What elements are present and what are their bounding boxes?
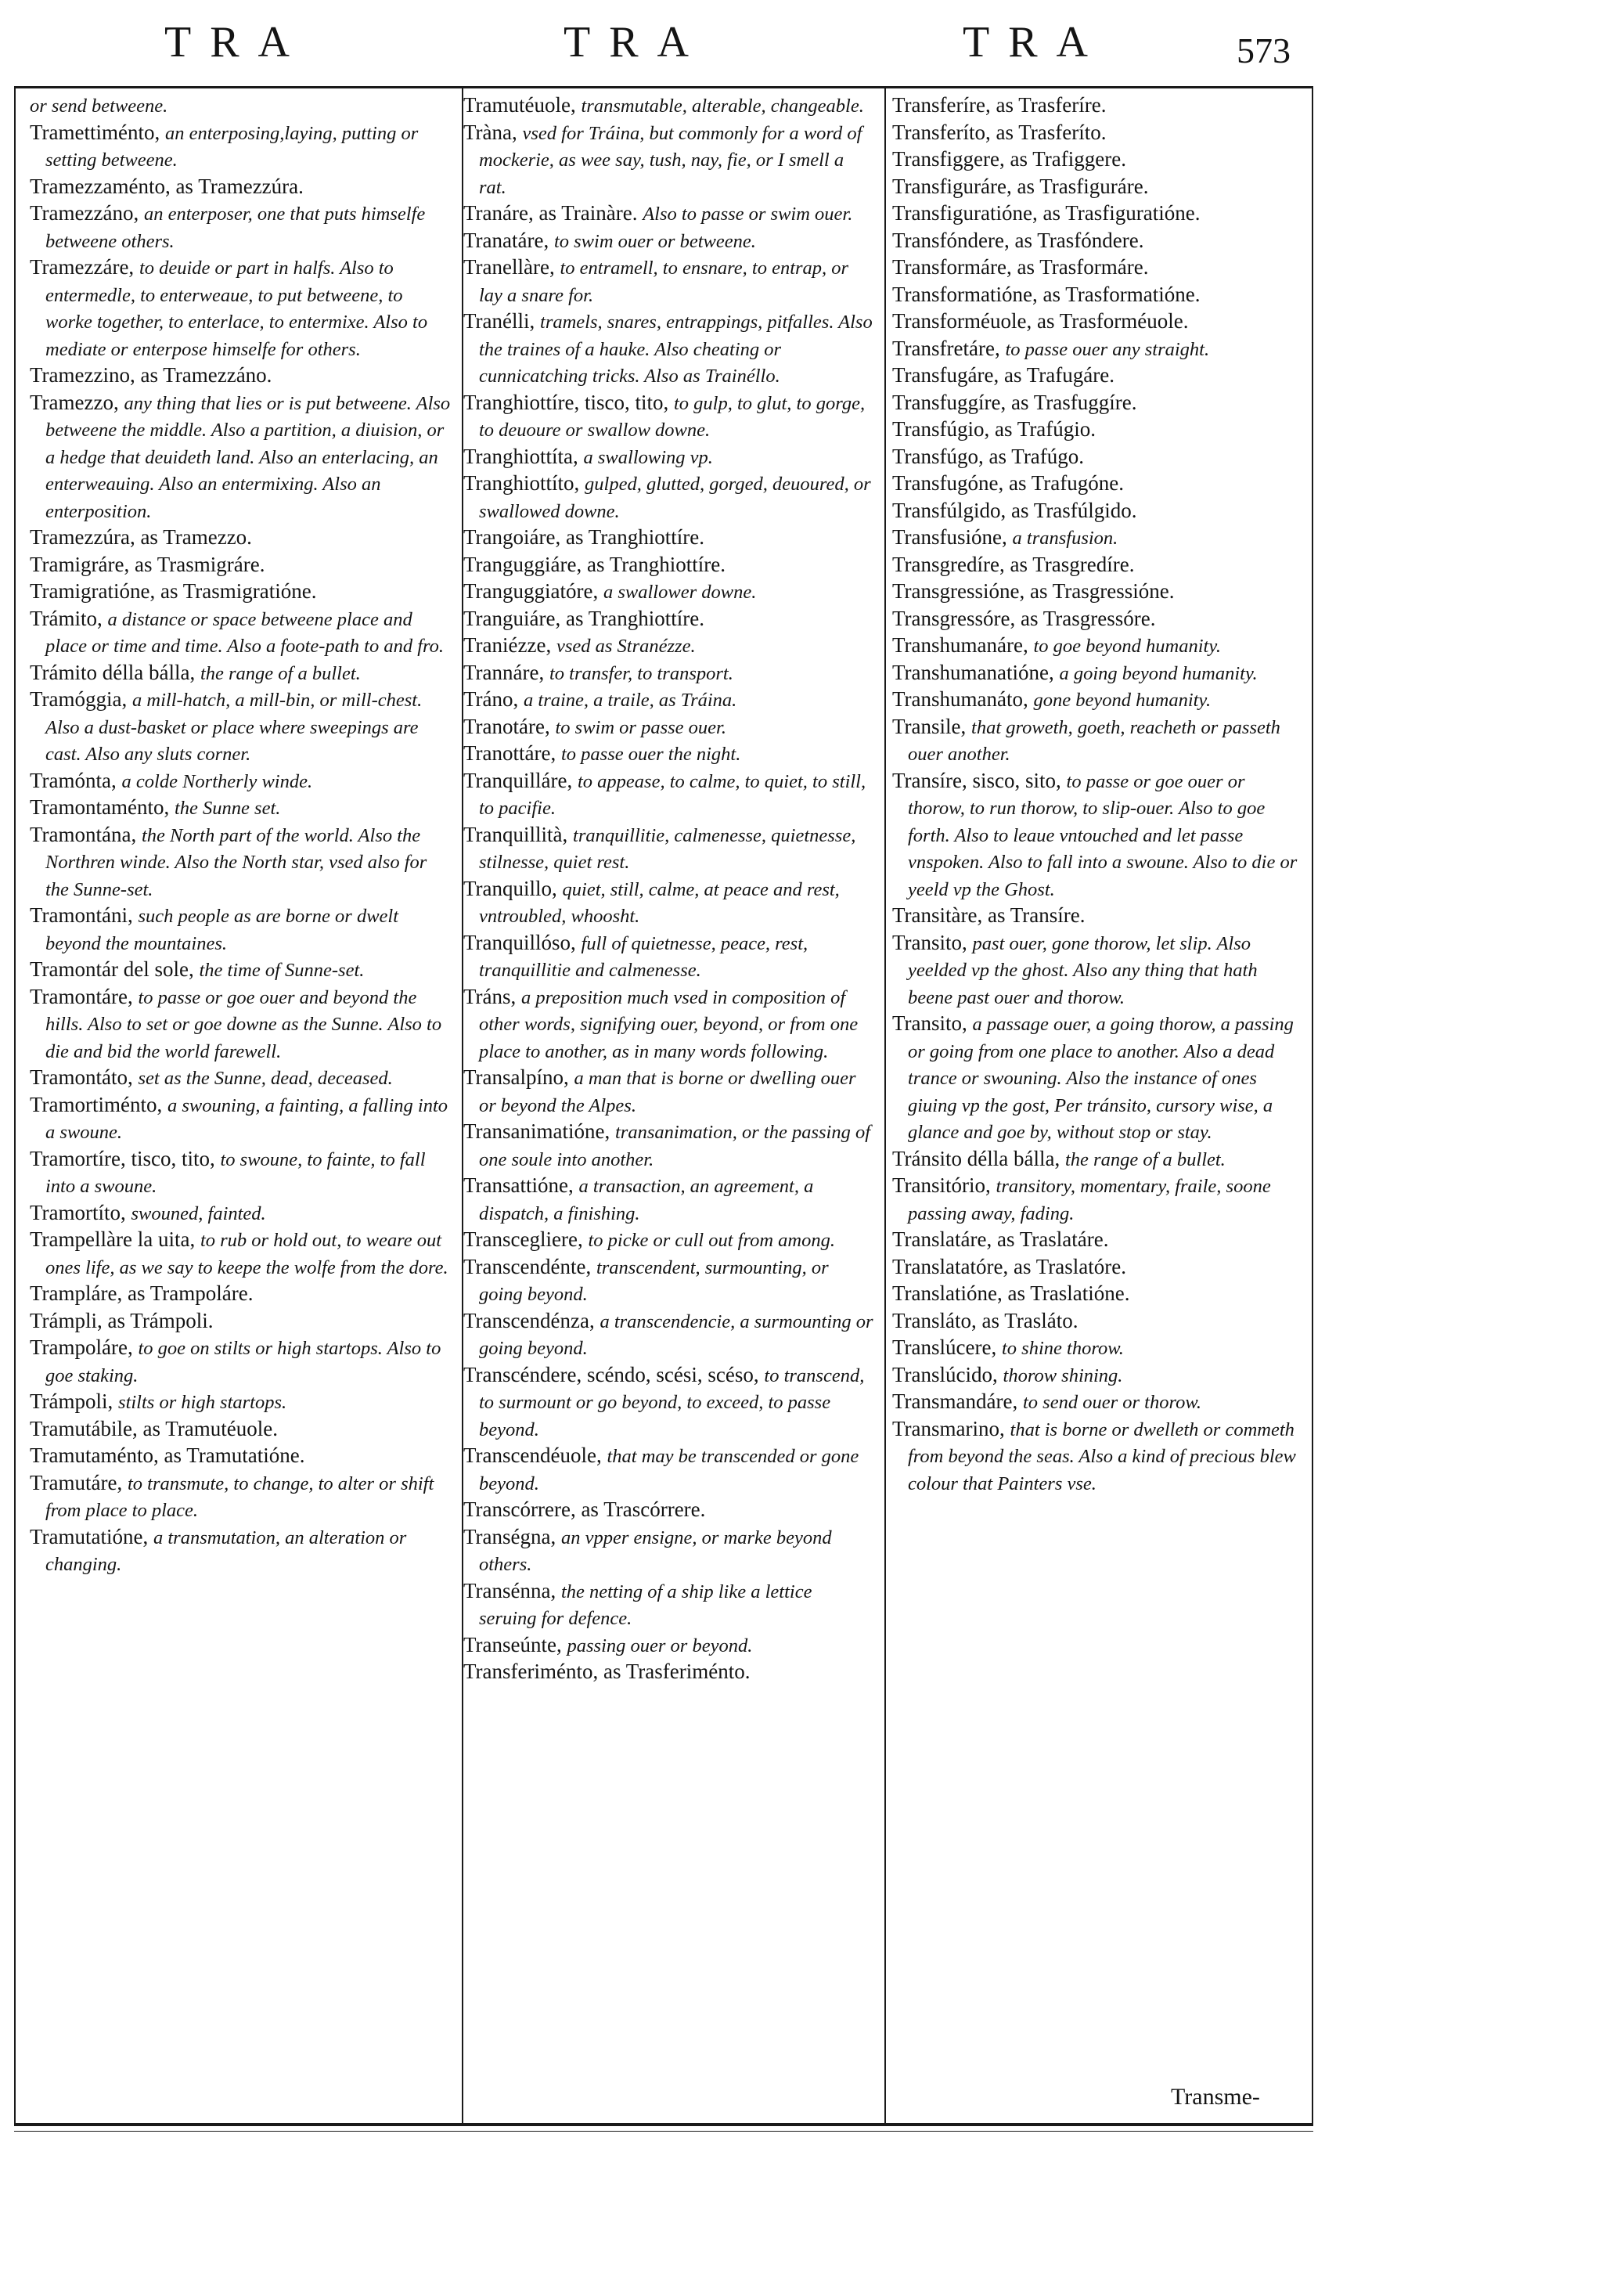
entry-headword: Transmandáre, [892, 1390, 1018, 1413]
entry-definition: to entramell, to ensnare, to entrap, or lay a snare for. [479, 258, 849, 306]
entry-headword: Tranottáre, [463, 741, 556, 765]
dictionary-entry [892, 1389, 1301, 1416]
entry-headword: Tràna, [463, 120, 517, 144]
dictionary-entry [463, 984, 873, 1065]
dictionary-entry [30, 1524, 451, 1578]
entry-definition: to passe ouer the night. [560, 744, 741, 765]
entry-headword: Tramontaménto, [30, 795, 170, 819]
entry-headword: Tramezzaménto, as Tramezzúra. [30, 174, 304, 198]
entry-headword: Transfusióne, [892, 525, 1007, 549]
dictionary-entry [30, 606, 451, 660]
dictionary-entry [30, 254, 451, 362]
entry-headword: Transgressióne, as Trasgressióne. [892, 579, 1175, 603]
entry-headword: Transferíto, as Trasferíto. [892, 120, 1107, 144]
dictionary-entry [30, 795, 451, 822]
dictionary-entry [30, 1200, 451, 1227]
entry-headword: Tramigratióne, as Trasmigratióne. [30, 579, 317, 603]
entry-headword: Tramónta, [30, 768, 117, 792]
entry-definition: a transaction, an agreement, a dispatch, a finishing. [479, 1176, 814, 1224]
column-2 [463, 92, 873, 1686]
entry-headword: Transformáre, as Trasformáre. [892, 255, 1149, 279]
entry-headword: Transito, [892, 1011, 967, 1035]
entry-definition: to goe beyond humanity. [1033, 636, 1221, 657]
dictionary-entry [463, 470, 873, 524]
entry-headword: Tramutéuole, [463, 93, 576, 117]
entry-definition: the range of a bullet. [1064, 1148, 1226, 1170]
entry-definition: to passe ouer any straight. [1005, 338, 1210, 360]
entry-headword: Transfúgio, as Trafúgio. [892, 417, 1096, 441]
dictionary-entry [892, 390, 1301, 417]
entry-definition: past ouer, gone thorow, let slip. Also yeelded vp the ghost. Also any thing that hath beene past ouer and thorow. [908, 932, 1258, 1008]
entry-headword: Tráno, [463, 687, 519, 711]
dictionary-entry [30, 1335, 451, 1389]
entry-headword: Transformatióne, as Trasformatióne. [892, 282, 1201, 306]
dictionary-entry [30, 1416, 451, 1444]
dictionary-entry [30, 524, 451, 552]
entry-headword: Trampellàre la uita, [30, 1227, 196, 1251]
entry-headword: Trámito délla bálla, [30, 660, 196, 684]
entry-definition: a traine, a traile, as Tráina. [524, 690, 737, 711]
dictionary-entry [463, 876, 873, 930]
entry-definition: swouned, fainted. [131, 1202, 266, 1224]
dictionary-entry [892, 633, 1301, 660]
entry-headword: Tranatáre, [463, 228, 549, 252]
entry-headword: Transfugóne, as Trafugóne. [892, 471, 1124, 495]
entry-headword: Tranquillóso, [463, 930, 576, 954]
entry-definition: to passe or goe ouer and beyond the hills. Also to set or goe downe as the Sunne. Also to die and bid the world farewell. [45, 986, 442, 1062]
dictionary-entry [463, 1497, 873, 1524]
dictionary-entry [892, 200, 1301, 228]
entry-headword: Transcendénte, [463, 1254, 592, 1278]
entry-definition: to appease, to calme, to quiet, to still, to pacifie. [479, 770, 866, 819]
entry-headword: Tramezzáre, [30, 255, 135, 279]
dictionary-entry [30, 1389, 451, 1416]
dictionary-entry [892, 660, 1301, 687]
entry-headword: Transfúgo, as Trafúgo. [892, 444, 1085, 468]
dictionary-entry [463, 1119, 873, 1173]
entry-headword: Tramortíre, tisco, tito, [30, 1146, 215, 1170]
entry-headword: Transforméuole, as Trasforméuole. [892, 309, 1189, 333]
entry-headword: Transanimatióne, [463, 1119, 610, 1143]
entry-headword: Transégna, [463, 1524, 556, 1548]
entry-headword: Tranellàre, [463, 255, 555, 279]
entry-headword: Tránsito délla bálla, [892, 1146, 1060, 1170]
entry-headword: Transcéndere, scéndo, scési, scéso, [463, 1362, 759, 1386]
entry-definition: the range of a bullet. [200, 662, 361, 684]
dictionary-entry [892, 1335, 1301, 1362]
entry-definition: to swim ouer or betweene. [553, 230, 756, 252]
dictionary-entry [463, 633, 873, 660]
entry-headword: Transattióne, [463, 1173, 574, 1197]
column-rule-right-edge [1312, 88, 1313, 2123]
entry-headword: Transfretáre, [892, 336, 1000, 360]
entry-headword: Transfugáre, as Trafugáre. [892, 363, 1114, 387]
entry-headword: Transcendénza, [463, 1308, 595, 1332]
entry-headword: Tranghiottíto, [463, 471, 580, 495]
dictionary-entry [463, 1578, 873, 1632]
dictionary-entry [30, 579, 451, 606]
entry-headword: Transeúnte, [463, 1632, 562, 1656]
dictionary-entry [30, 1092, 451, 1146]
entry-headword: Tramezzo, [30, 390, 119, 414]
running-head-center: TRA [564, 18, 708, 67]
entry-definition: a transcendencie, a surmounting or going beyond. [479, 1310, 873, 1359]
dictionary-entry [463, 822, 873, 876]
entry-headword: Transcendéuole, [463, 1444, 602, 1467]
entry-definition: to passe or goe ouer or thorow, to run thorow, to slip-ouer. Also to goe forth. Also to leaue vntouched and let passe vnspoken. Also to fall into a swoune. Also to die or yeeld vp the Ghost. [908, 770, 1298, 900]
dictionary-entry [892, 687, 1301, 714]
entry-headword: Tranquilláre, [463, 768, 573, 792]
entry-definition: tramels, snares, entrappings, pitfalles. Also the traines of a hauke. Also cheating or cunnicatching tricks. Also as Trainéllo. [479, 312, 873, 387]
dictionary-entry [463, 228, 873, 255]
entry-headword: Transfuggíre, as Trasfuggíre. [892, 390, 1137, 414]
dictionary-entry [463, 1173, 873, 1227]
entry-headword: Translúcere, [892, 1335, 997, 1359]
entry-headword: Transcórrere, as Trascórrere. [463, 1498, 706, 1521]
entry-definition: to deuide or part in halfs. Also to entermedle, to enterweaue, to put betweene, to worke together, to enterlace, to entermixe. Also to mediate or enterpose himselfe for others. [45, 258, 428, 360]
dictionary-entry [30, 120, 451, 174]
dictionary-entry [30, 822, 451, 903]
entry-definition: gone beyond humanity. [1033, 690, 1212, 711]
entry-definition: transmutable, alterable, changeable. [581, 96, 864, 117]
dictionary-entry [30, 660, 451, 687]
entry-headword: Transile, [892, 714, 967, 738]
dictionary-entry [463, 254, 873, 308]
entry-headword: Tranáre, as Trainàre. [463, 201, 638, 225]
entry-headword: Translatatóre, as Traslatóre. [892, 1254, 1126, 1278]
dictionary-entry [892, 416, 1301, 444]
entry-headword: Transito, [892, 930, 967, 954]
dictionary-entry [30, 200, 451, 254]
entry-headword: Transalpíno, [463, 1065, 569, 1089]
entry-headword: Tramontár del sole, [30, 957, 194, 981]
entry-definition: transitory, momentary, fraile, soone passing away, fading. [908, 1176, 1271, 1224]
entry-definition: transanimation, or the passing of one soule into another. [479, 1122, 870, 1170]
entry-definition: to swoune, to fainte, to fall into a swoune. [45, 1148, 426, 1197]
dictionary-entry [463, 1443, 873, 1497]
entry-headword: Tramutaménto, as Tramutatióne. [30, 1444, 305, 1467]
dictionary-entry [463, 92, 873, 120]
entry-headword: Tramontáre, [30, 984, 133, 1008]
entry-headword: Transfiggere, as Trafiggere. [892, 147, 1126, 171]
entry-headword: Transferiménto, as Trasferiménto. [463, 1660, 751, 1683]
entry-definition: a preposition much vsed in composition of other words, signifying ouer, beyond, or from one place to another, as in many words following. [479, 986, 859, 1062]
entry-definition: the North part of the world. Also the Northren winde. Also the North star, vsed also for the Sunne-set. [45, 824, 427, 900]
column-3 [892, 92, 1301, 1497]
entry-headword: Transfóndere, as Trasfóndere. [892, 228, 1144, 252]
dictionary-entry [30, 1281, 451, 1308]
dictionary-entry [30, 1308, 451, 1335]
entry-definition: the Sunne set. [175, 798, 281, 819]
entry-headword: Tramigráre, as Trasmigráre. [30, 552, 265, 576]
bottom-rule-thin [14, 2131, 1313, 2132]
entry-headword: Trampláre, as Trampoláre. [30, 1281, 254, 1305]
entry-definition: to rub or hold out, to weare out ones life, as we say to keepe the wolfe from the dore. [45, 1230, 448, 1278]
entry-headword: Tranélli, [463, 309, 535, 333]
dictionary-entry [892, 308, 1301, 336]
entry-headword: Tramontáto, [30, 1065, 133, 1089]
entry-definition: a going beyond humanity. [1059, 662, 1258, 684]
running-head-left: TRA [164, 18, 308, 67]
entry-headword: Trámpli, as Trámpoli. [30, 1308, 214, 1332]
dictionary-entry [463, 308, 873, 390]
dictionary-entry [30, 1470, 451, 1524]
dictionary-entry [463, 930, 873, 984]
entry-headword: Transfúlgido, as Trasfúlgido. [892, 498, 1137, 522]
entry-definition: that is borne or dwelleth or commeth from beyond the seas. Also a kind of precious blew colour that Painters vse. [908, 1418, 1296, 1494]
entry-headword: Tramontána, [30, 822, 137, 846]
dictionary-entry [30, 552, 451, 579]
dictionary-entry [30, 174, 451, 201]
entry-headword: Tranquillità, [463, 822, 568, 846]
catchword: Transme- [1171, 2084, 1260, 2110]
entry-definition: to transcend, to surmount or go beyond, to exceed, to passe beyond. [479, 1364, 865, 1440]
dictionary-entry [892, 524, 1301, 552]
entry-headword: Transláto, as Trasláto. [892, 1308, 1078, 1332]
entry-definition: thorow shining. [1003, 1364, 1123, 1386]
dictionary-entry [30, 984, 451, 1065]
dictionary-entry [892, 1416, 1301, 1498]
dictionary-entry [463, 1659, 873, 1686]
entry-definition: gulped, glutted, gorged, deuoured, or swallowed downe. [479, 474, 871, 522]
dictionary-entry [892, 768, 1301, 903]
entry-definition: set as the Sunne, dead, deceased. [138, 1068, 393, 1089]
entry-headword: Tramutábile, as Tramutéuole. [30, 1416, 278, 1440]
dictionary-entry [892, 174, 1301, 201]
entry-headword: Trámpoli, [30, 1390, 113, 1413]
entry-headword: Tráns, [463, 984, 517, 1008]
entry-headword: Transfiguratióne, as Trasfiguratióne. [892, 201, 1201, 225]
dictionary-entry [463, 524, 873, 552]
column-1 [30, 92, 451, 1578]
dictionary-entry [892, 146, 1301, 174]
entry-headword: Transíre, sisco, sito, [892, 768, 1061, 792]
entry-headword: Translatióne, as Traslatióne. [892, 1281, 1130, 1305]
entry-definition: tranquillitie, calmenesse, quietnesse, stilnesse, quiet rest. [479, 824, 856, 873]
entry-headword: Transcegliere, [463, 1227, 583, 1251]
dictionary-entry [892, 1281, 1301, 1308]
dictionary-entry [892, 579, 1301, 606]
dictionary-entry [30, 768, 451, 795]
entry-definition: Also to passe or swim ouer. [643, 204, 853, 225]
dictionary-entry [892, 1362, 1301, 1390]
entry-definition: quiet, still, calme, at peace and rest, vntroubled, whoosht. [479, 878, 840, 927]
entry-headword: Tranghiottíre, tisco, tito, [463, 390, 669, 414]
dictionary-entry [30, 362, 451, 390]
entry-definition: to picke or cull out from among. [588, 1230, 835, 1251]
entry-headword: Translúcido, [892, 1362, 998, 1386]
entry-headword: Tranguggiáre, as Tranghiottíre. [463, 552, 726, 576]
entry-headword: Transferíre, as Trasferíre. [892, 93, 1107, 117]
entry-headword: Transgredíre, as Trasgredíre. [892, 552, 1135, 576]
entry-headword: Transgressóre, as Trasgressóre. [892, 606, 1156, 630]
dictionary-entry [30, 903, 451, 957]
entry-definition: a transmutation, an alteration or changing. [45, 1526, 407, 1575]
entry-definition: to transfer, to transport. [549, 662, 733, 684]
entry-definition: a swallower downe. [603, 582, 757, 603]
entry-definition: to transmute, to change, to alter or shift from place to place. [45, 1472, 434, 1521]
entry-headword: Tramortiménto, [30, 1092, 163, 1116]
entry-definition: a transfusion. [1012, 528, 1118, 549]
entry-headword: Tramettiménto, [30, 120, 160, 144]
entry-definition: to shine thorow. [1001, 1338, 1124, 1359]
entry-headword: Tranguiáre, as Tranghiottíre. [463, 606, 704, 630]
entry-definition: passing ouer or beyond. [567, 1635, 753, 1656]
dictionary-entry [892, 930, 1301, 1011]
dictionary-entry [463, 1308, 873, 1362]
entry-definition: an enterposer, one that puts himselfe betweene others. [45, 204, 426, 252]
entry-headword: Traniézze, [463, 633, 552, 657]
entry-headword: Tramezzáno, [30, 201, 139, 225]
entry-headword: Trannáre, [463, 660, 545, 684]
dictionary-entry [892, 336, 1301, 363]
entry-headword: Tranotáre, [463, 714, 550, 738]
dictionary-entry [30, 1065, 451, 1092]
dictionary-entry [892, 470, 1301, 498]
entry-headword: Translatáre, as Traslatáre. [892, 1227, 1109, 1251]
entry-definition: an vpper ensigne, or marke beyond others. [479, 1526, 832, 1575]
column-rule-left-edge [14, 88, 16, 2123]
entry-headword: Tramortíto, [30, 1200, 126, 1224]
entry-headword: Tranghiottíta, [463, 444, 578, 468]
dictionary-entry [30, 687, 451, 768]
dictionary-entry [892, 228, 1301, 255]
entry-headword: Transhumanáre, [892, 633, 1028, 657]
entry-definition: to gulp, to glut, to gorge, to deuoure or swallow downe. [479, 392, 866, 441]
entry-definition: a man that is borne or dwelling ouer or beyond the Alpes. [479, 1068, 856, 1116]
entry-definition: the netting of a ship like a lettice seruing for defence. [479, 1581, 812, 1629]
dictionary-entry [892, 92, 1301, 120]
entry-headword: Trámito, [30, 606, 103, 630]
dictionary-entry [892, 714, 1301, 768]
dictionary-entry [892, 1146, 1301, 1173]
dictionary-entry [463, 1524, 873, 1578]
entry-definition: a mill-hatch, a mill-bin, or mill-chest. Also a dust-basket or place where sweepings are cast. Also any sluts corner. [45, 690, 423, 765]
dictionary-entry [463, 1254, 873, 1308]
entry-headword: Tramezzúra, as Tramezzo. [30, 525, 252, 549]
entry-definition: vsed as Stranézze. [556, 636, 696, 657]
entry-headword: Trampoláre, [30, 1335, 133, 1359]
entry-definition: that may be transcended or gone beyond. [479, 1446, 859, 1494]
dictionary-entry [30, 1227, 451, 1281]
entry-definition: an enterposing,laying, putting or setting betweene. [45, 122, 419, 171]
dictionary-entry [463, 120, 873, 201]
entry-headword: Tranguggiatóre, [463, 579, 599, 603]
entry-headword: Tramontáni, [30, 903, 133, 927]
dictionary-entry [30, 957, 451, 984]
entry-definition: a colde Northerly winde. [121, 770, 313, 792]
top-rule [14, 86, 1313, 88]
dictionary-entry [463, 606, 873, 633]
entry-headword: Transmarino, [892, 1416, 1005, 1440]
page-number: 573 [1237, 31, 1291, 70]
dictionary-entry [463, 741, 873, 768]
entry-definition: full of quietnesse, peace, rest, tranquillitie and calmenesse. [479, 932, 808, 981]
entry-headword: Transfiguráre, as Trasfiguráre. [892, 174, 1149, 198]
dictionary-entry [892, 282, 1301, 309]
entry-headword: Tranquillo, [463, 876, 557, 900]
dictionary-entry [463, 1362, 873, 1444]
dictionary-entry [892, 1254, 1301, 1281]
dictionary-entry [892, 1011, 1301, 1146]
dictionary-entry [463, 1227, 873, 1254]
dictionary-entry [463, 579, 873, 606]
dictionary-entry [463, 552, 873, 579]
entry-definition: a passage ouer, a going thorow, a passing or going from one place to another. Also a dead trance or swouning. Also the instance of ones giuing vp the gost, Per tránsito, cursory wise, a glance and goe by, without stop or stay. [908, 1014, 1294, 1143]
entry-headword: Transhumanáto, [892, 687, 1028, 711]
entry-headword: Tramezzino, as Tramezzáno. [30, 363, 272, 387]
entry-headword: Transhumanatióne, [892, 660, 1054, 684]
dictionary-entry [30, 1146, 451, 1200]
dictionary-entry [892, 498, 1301, 525]
dictionary-entry [892, 254, 1301, 282]
entry-definition: to swim or passe ouer. [555, 716, 726, 738]
dictionary-entry [892, 1227, 1301, 1254]
entry-definition: such people as are borne or dwelt beyond the mountaines. [45, 906, 399, 954]
entry-definition: any thing that lies or is put betweene. Also betweene the middle. Also a partition, a diuision, or a hedge that deuideth land. Also an enterlacing, an enterweauing. Also an entermixing. Also an enterposition. [45, 392, 451, 522]
entry-definition: to goe on stilts or high startops. Also to goe staking. [45, 1338, 441, 1386]
dictionary-entry [30, 92, 451, 120]
entry-headword: Tramutáre, [30, 1470, 123, 1494]
entry-definition: to send ouer or thorow. [1022, 1392, 1201, 1413]
dictionary-entry [463, 687, 873, 714]
entry-headword: Transitàre, as Transíre. [892, 903, 1086, 927]
entry-definition: or send betweene. [30, 96, 168, 117]
entry-definition: a swouning, a fainting, a falling into a swoune. [45, 1094, 448, 1143]
entry-definition: that groweth, goeth, reacheth or passeth ouer another. [908, 716, 1280, 765]
entry-headword: Transitório, [892, 1173, 991, 1197]
dictionary-entry [30, 1443, 451, 1470]
dictionary-entry [892, 120, 1301, 147]
dictionary-entry [892, 362, 1301, 390]
column-rule-2 [884, 88, 886, 2123]
entry-headword: Trangoiáre, as Tranghiottíre. [463, 525, 704, 549]
dictionary-entry [463, 390, 873, 444]
entry-definition: vsed for Tráina, but commonly for a word of mockerie, as wee say, tush, nay, fie, or I smell a rat. [479, 122, 862, 198]
dictionary-entry [463, 660, 873, 687]
dictionary-entry [463, 1632, 873, 1660]
entry-definition: the time of Sunne-set. [199, 960, 365, 981]
dictionary-entry [892, 552, 1301, 579]
dictionary-entry [463, 444, 873, 471]
entry-definition: stilts or high startops. [118, 1392, 287, 1413]
dictionary-entry [463, 768, 873, 822]
dictionary-entry [892, 606, 1301, 633]
dictionary-entry [892, 903, 1301, 930]
entry-headword: Transénna, [463, 1578, 556, 1602]
bottom-rule [14, 2123, 1313, 2126]
entry-definition: transcendent, surmounting, or going beyond. [479, 1256, 829, 1305]
entry-headword: Tramutatióne, [30, 1524, 149, 1548]
dictionary-entry [463, 714, 873, 741]
dictionary-entry [30, 390, 451, 525]
entry-definition: a swallowing vp. [583, 446, 713, 468]
entry-definition: a distance or space betweene place and place or time and time. Also a foote-path to and fro. [45, 608, 445, 657]
running-head-right: TRA [963, 18, 1107, 67]
dictionary-entry [892, 1308, 1301, 1335]
dictionary-entry [892, 444, 1301, 471]
dictionary-entry [463, 1065, 873, 1119]
entry-headword: Tramóggia, [30, 687, 128, 711]
dictionary-entry [892, 1173, 1301, 1227]
dictionary-entry [463, 200, 873, 228]
